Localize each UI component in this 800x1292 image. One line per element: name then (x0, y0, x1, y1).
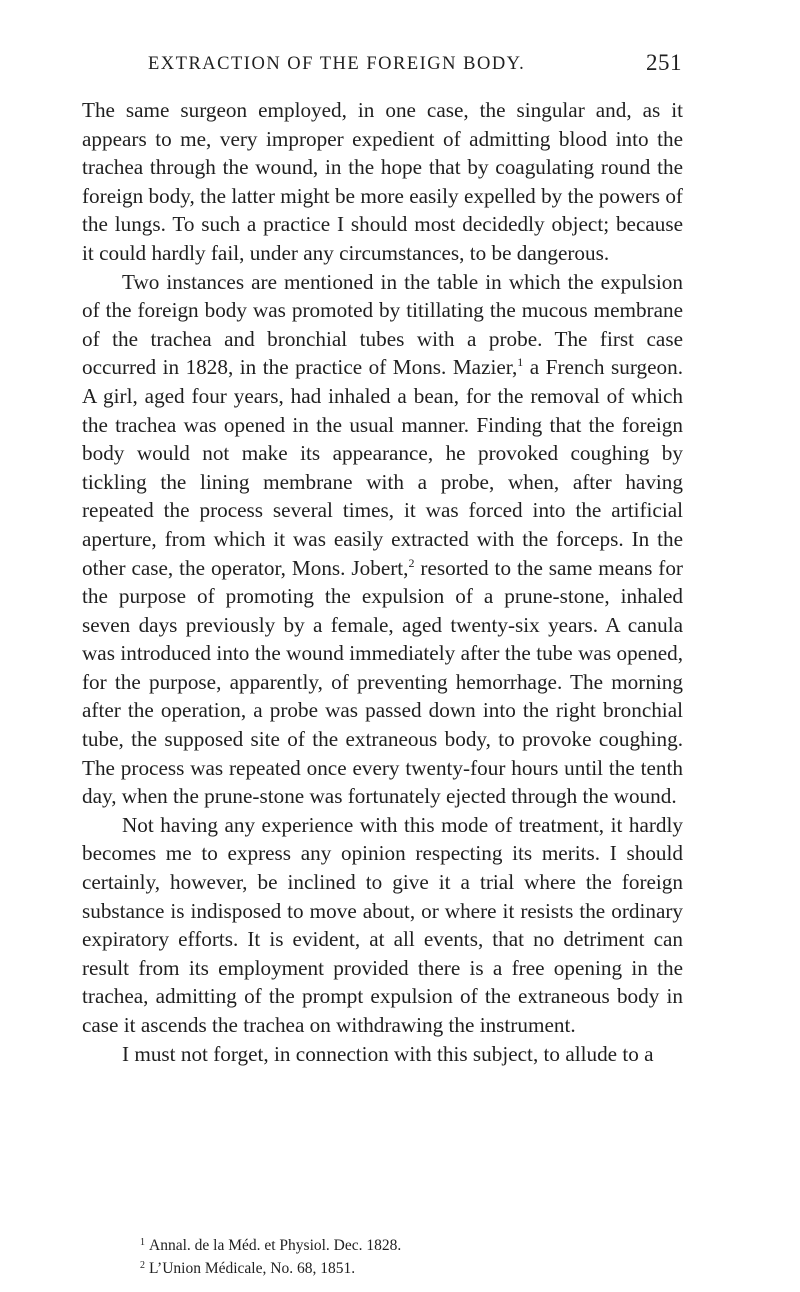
paragraph (82, 268, 683, 811)
footnote-mark: 1 (140, 1237, 145, 1248)
paragraph-text: Two instances are mentioned in the table in which the expulsion of the foreign body was promoted by titillating the mucous membrane of the trachea and bronchial tubes with a probe. The first case occurred in 1828, in the practice of Mons. Mazier, (82, 269, 683, 380)
paragraph-text: The same surgeon employed, in one case, the singular and, as it appears to me, very improper expedient of admitting blood into the trachea through the wound, in the hope that by coagulating round the foreign body, the latter might be more easily expelled by the powers of the lungs. To such a practice I should most decidedly object; because it could hardly fail, under any circumstances, to be dangerous. (82, 98, 683, 265)
footnote (140, 1256, 700, 1279)
footnote-ref[interactable]: 2 (408, 555, 415, 570)
chapter-header-title: EXTRACTION OF THE FOREIGN BODY. (148, 54, 526, 74)
footnote-ref[interactable]: 1 (517, 355, 524, 370)
footnote-text: Annal. de la Méd. et Physiol. Dec. 1828. (149, 1237, 402, 1254)
paragraph-text: a French surgeon. A girl, aged four years, had inhaled a bean, for the removal of which the trachea was opened in the usual manner. Finding that the foreign body would not make its appearance, he provoked coughing by tickling the lining membrane with a probe, when, after having repeated the process several times, it was forced into the artificial aperture, from which it was easily extracted with the forceps. In the other case, the operator, Mons. Jobert, (82, 355, 683, 580)
footnote (140, 1233, 700, 1256)
footnote-mark: 2 (140, 1260, 145, 1271)
paragraph (82, 1040, 683, 1069)
footnote-text: L’Union Médicale, No. 68, 1851. (149, 1260, 356, 1277)
footnotes (140, 1233, 700, 1279)
page-number: 251 (646, 50, 682, 75)
paragraph (82, 96, 683, 268)
paragraph (82, 811, 683, 1040)
paragraph-text: Not having any experience with this mode of treatment, it hardly becomes me to express any opinion respecting its merits. I should certainly, however, be inclined to give it a trial where the foreign substance is indisposed to move about, or where it resists the ordinary expiratory efforts. It is evident, at all events, that no detriment can result from its employment provided there is a free opening in the trachea, admitting of the prompt expulsion of the extraneous body in case it ascends the trachea on withdrawing the instrument. (82, 812, 683, 1037)
body-text (82, 96, 683, 1068)
paragraph-text: I must not forget, in connection with this subject, to allude to a (122, 1041, 654, 1066)
running-header (72, 52, 682, 82)
paragraph-text: resorted to the same means for the purpose of promoting the expulsion of a prune-stone, inhaled seven days previously by a female, aged twenty-six years. A canula was introduced into the wound immediately after the tube was opened, for the purpose, apparently, of preventing hemorrhage. The morning after the operation, a probe was passed down into the right bronchial tube, the supposed site of the extraneous body, to provoke coughing. The process was repeated once every twenty-four hours until the tenth day, when the prune-stone was fortunately ejected through the wound. (82, 555, 683, 809)
